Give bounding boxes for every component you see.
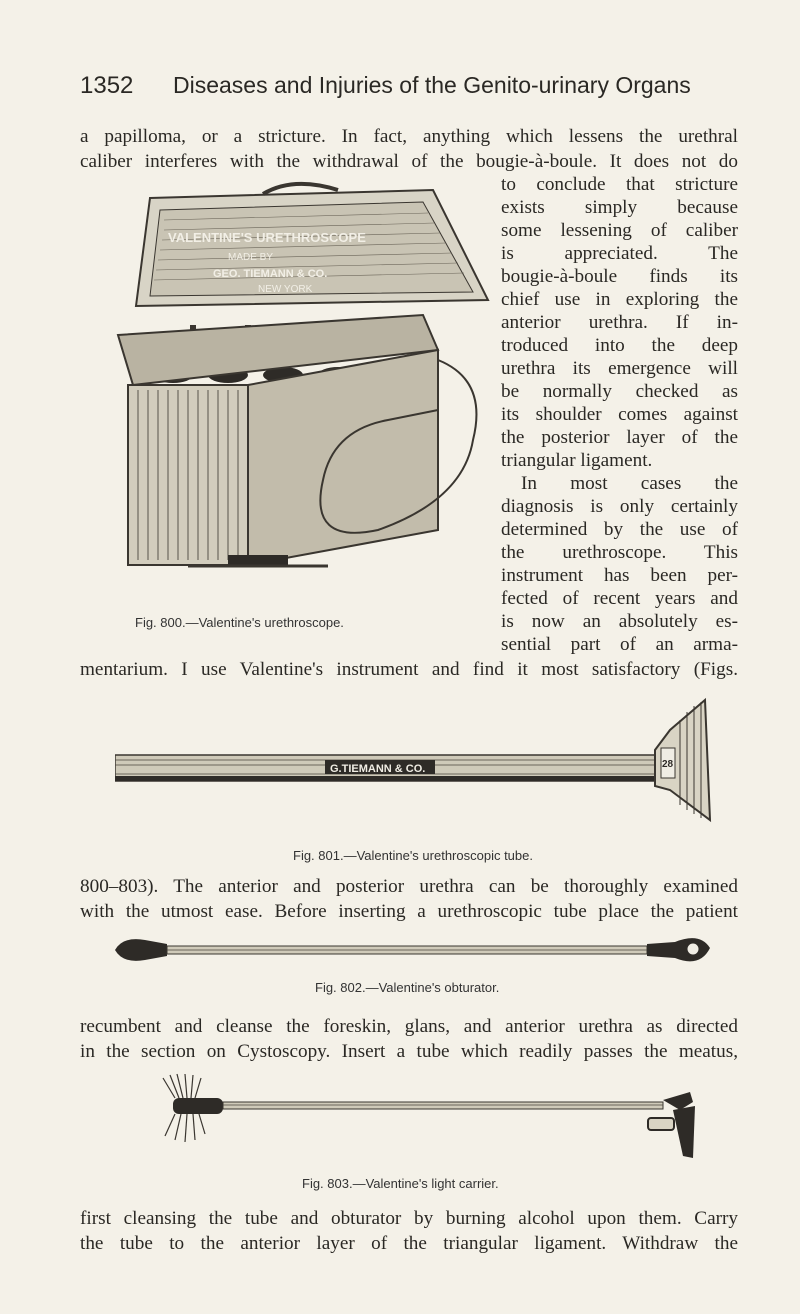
page-number: 1352: [80, 72, 134, 99]
fig800-urethroscope-illustration: [78, 180, 498, 590]
text-line: is now an absolutely es-: [501, 611, 738, 632]
text-line: 800–803). The anterior and posterior urethra can be thoroughly examined: [80, 876, 738, 897]
lid-engraving-line: MADE BY: [228, 252, 274, 263]
text-line: the posterior layer of the: [501, 427, 738, 448]
text-line: determined by the use of: [501, 519, 738, 540]
text-line: first cleansing the tube and obturator by burning alcohol upon them. Carry: [80, 1208, 738, 1229]
text-line: urethra its emergence will: [501, 358, 738, 379]
text-line: instrument has been per-: [501, 565, 738, 586]
text-line: be normally checked as: [501, 381, 738, 402]
tube-maker-stamp: G.TIEMANN & CO.: [330, 763, 426, 775]
text-line: recumbent and cleanse the foreskin, glans, and anterior urethra as directed: [80, 1016, 738, 1037]
fig802-caption: Fig. 802.—Valentine's obturator.: [315, 980, 500, 995]
text-line: diagnosis is only certainly: [501, 496, 738, 517]
text-line: fected of recent years and: [501, 588, 738, 609]
fig801-urethroscopic-tube-illustration: [115, 690, 725, 830]
text-line: in the section on Cystoscopy. Insert a tube which readily passes the meatus,: [80, 1041, 738, 1062]
text-line: caliber interferes with the withdrawal of the bougie-à-boule. It does not do: [80, 151, 738, 172]
text-line: is appreciated. The: [501, 243, 738, 264]
text-line: the tube to the anterior layer of the triangular ligament. Withdraw the: [80, 1233, 738, 1254]
text-line: a papilloma, or a stricture. In fact, anything which lessens the urethral: [80, 126, 738, 147]
text-line: troduced into the deep: [501, 335, 738, 356]
text-line: mentarium. I use Valentine's instrument and find it most satisfactory (Figs.: [80, 659, 738, 680]
fig802-obturator-illustration: [115, 930, 715, 970]
running-header: [80, 72, 740, 108]
text-line: with the utmost ease. Before inserting a urethroscopic tube place the patient: [80, 901, 738, 922]
text-line: some lessening of caliber: [501, 220, 738, 241]
lid-engraving-line: NEW YORK: [258, 284, 313, 295]
text-line: triangular ligament.: [501, 450, 653, 471]
text-line: the urethroscope. This: [501, 542, 738, 563]
lid-engraving-line: GEO. TIEMANN & CO.: [213, 268, 328, 280]
tube-size-mark: 28: [662, 759, 674, 770]
text-line: In most cases the: [521, 473, 738, 494]
text-line: exists simply because: [501, 197, 738, 218]
lid-engraving-line: VALENTINE'S URETHROSCOPE: [168, 230, 366, 245]
fig801-caption: Fig. 801.—Valentine's urethroscopic tube.: [293, 848, 533, 863]
text-line: its shoulder comes against: [501, 404, 738, 425]
text-line: sential part of an arma-: [501, 634, 738, 655]
fig800-caption: Fig. 800.—Valentine's urethroscope.: [135, 615, 344, 630]
text-line: chief use in exploring the: [501, 289, 738, 310]
fig803-light-carrier-illustration: [145, 1070, 705, 1160]
fig803-caption: Fig. 803.—Valentine's light carrier.: [302, 1176, 499, 1191]
text-line: to conclude that stricture: [501, 174, 738, 195]
text-line: bougie-à-boule finds its: [501, 266, 738, 287]
text-line: anterior urethra. If in-: [501, 312, 738, 333]
running-title: Diseases and Injuries of the Genito-urinary Organs: [173, 72, 691, 98]
